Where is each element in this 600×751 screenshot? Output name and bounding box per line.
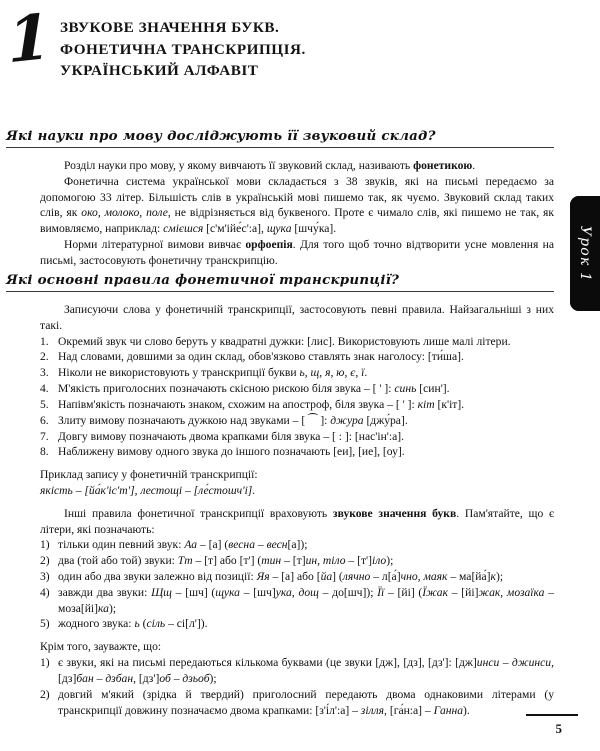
note-text: , [дз] — [58, 656, 554, 685]
note-text-end: ); — [209, 671, 217, 685]
letter-text: – [т] або [т'] ( — [192, 554, 262, 568]
letter-text: два (той або той) звуки: — [58, 554, 178, 568]
transcription-shchuka: [шчу́ка]. — [291, 222, 337, 236]
letter-text: – ма[йа́] — [447, 570, 491, 583]
letter-example: ин, тіло — [305, 554, 346, 568]
section-1-body — [40, 158, 554, 269]
letter-text: – [т] — [281, 554, 306, 568]
rule-item — [40, 444, 554, 460]
rule-marker: 3. — [40, 366, 49, 380]
letter-example: к — [490, 570, 496, 583]
title-line-3: УКРАЇНСЬКИЙ АЛФАВІТ — [60, 62, 259, 80]
lesson-number: 1 — [6, 0, 50, 78]
rule-example: кіт — [417, 397, 435, 411]
footer-rule — [526, 714, 578, 716]
letter-transcription: йа — [320, 570, 333, 583]
letter-example: чно, маяк — [400, 570, 448, 583]
notes-lead — [40, 639, 554, 655]
lesson-side-tab — [570, 196, 600, 311]
title-line-1: ЗВУКОВЕ ЗНАЧЕННЯ БУКВ. — [60, 19, 280, 36]
rule-text: Над словами, довшими за один склад, обов'язково ставлять знак наголосу: [ти́ша]. — [58, 350, 464, 364]
rule-item — [40, 429, 554, 445]
note-example: Ганна — [433, 703, 464, 717]
rule-text: Злиту вимову позначають дужкою над звуками – [ ⁀ ]: — [58, 413, 331, 427]
para-text: Розділ науки про мову, у якому вивчають її звуковий склад, називають — [64, 159, 414, 172]
rule-marker: 7. — [40, 429, 49, 443]
spacer — [40, 632, 554, 639]
letter-glyph: Аа — [184, 538, 198, 552]
rule-item — [40, 413, 554, 429]
title-line-2: ФОНЕТИЧНА ТРАНСКРИПЦІЯ. — [60, 40, 306, 58]
letter-item — [40, 616, 554, 632]
page-footer — [518, 714, 578, 737]
note-example: об – дзьоб — [159, 671, 210, 685]
letter-text: – [шч] — [239, 585, 276, 599]
letter-example: щука — [215, 585, 240, 599]
letter-text: один або два звуки залежно від позиції: — [58, 570, 257, 583]
letter-text: тільки один певний звук: — [58, 538, 185, 552]
letter-example: лячно — [342, 570, 371, 583]
note-text: є звуки, які на письмі передаються кількома буквами (це звуки [дж], [дз], [дз']: [дж] — [58, 656, 477, 670]
letter-marker: 5) — [40, 617, 50, 631]
letter-text: жодного звука: — [58, 617, 135, 631]
note-example: зілля — [360, 703, 385, 717]
para-text-end: . Для того щоб точно відтворити усне мовлення на письмі, застосовують фонетичну транскрипцію. — [40, 238, 554, 267]
transcription-smiieshsia: [с'м'ійе́с':а], — [203, 222, 267, 236]
rule-item — [40, 365, 554, 381]
rule-text: Окремий звук чи слово беруть у квадратні дужки: [лис]. Використовують лише малі літери. — [58, 334, 511, 348]
paragraph-letters-lead — [40, 506, 554, 538]
letter-example: ука, дощ — [275, 585, 319, 599]
rule-marker: 8. — [40, 445, 49, 459]
letter-text: ( — [139, 617, 147, 631]
rule-marker: 6. — [40, 413, 49, 427]
letter-glyph: Її — [377, 585, 385, 599]
letter-text: – [йі] ( — [384, 585, 423, 599]
letter-text: – моза[йі] — [58, 585, 554, 615]
para-text-end: . Пам'ятайте, що є літери, які позначають: — [40, 506, 554, 536]
rule-letters: ь, щ, я, ю, є, ї — [299, 366, 365, 380]
lesson-header — [0, 0, 560, 82]
paragraph-intro — [40, 302, 554, 334]
para-text: Записуючи слова у фонетичній транскрипції, застосовують певні правила. Найзагальніші з них такі. — [40, 303, 554, 332]
rule-example: джура — [330, 413, 364, 427]
letter-item — [40, 537, 554, 553]
letter-text: – [а] ( — [197, 538, 229, 552]
term-zvukove-znachennia: звукове значення букв — [332, 506, 457, 520]
page-title — [56, 8, 560, 82]
note-marker: 2) — [40, 687, 50, 701]
note-text: , [дз'] — [133, 671, 160, 685]
section-heading-2 — [6, 272, 554, 292]
letter-text-end: ); — [108, 601, 117, 615]
notes-lead-text: Крім того, зауважте, що: — [40, 640, 162, 654]
section-heading-1-text: Які науки про мову досліджують її звуковий склад? — [6, 128, 436, 144]
letter-text: – [йі] — [448, 585, 479, 599]
rule-text: Напівм'якість позначають знаком, схожим на апостроф, біля звука – [ ' ]: — [58, 397, 418, 411]
rule-text-end: [джу́ра]. — [363, 413, 408, 427]
section-heading-1 — [6, 128, 554, 148]
letter-item — [40, 553, 554, 569]
rule-item — [40, 334, 554, 350]
letter-example: тин — [261, 554, 282, 568]
letter-text-end: [а]); — [287, 538, 308, 552]
letter-glyph: ь — [134, 617, 140, 631]
letter-text-end: ); — [495, 570, 504, 583]
letter-marker: 3) — [40, 570, 50, 583]
letter-example: сіль — [146, 617, 166, 631]
rule-text: М'якість приголосних позначають скісною рискою біля звука – [ ' ]: — [58, 382, 395, 396]
spacer — [40, 499, 554, 506]
example-line — [40, 483, 554, 499]
note-text-end: ). — [463, 703, 470, 717]
term-orfoepiia: орфоепія — [245, 238, 293, 252]
letter-marker: 1) — [40, 538, 50, 552]
page-number: 5 — [555, 721, 562, 736]
note-item — [40, 687, 554, 719]
para-text: Норми літературної вимови вивчає — [64, 238, 246, 252]
para-text: Інші правила фонетичної транскрипції враховують — [64, 506, 333, 520]
letter-example: жак, мозаїка — [478, 585, 545, 599]
rule-marker: 4. — [40, 382, 49, 396]
letter-example: Їжак — [422, 585, 449, 599]
side-tab-label: Урок 1 — [577, 225, 593, 282]
letter-example: ка — [98, 601, 109, 615]
letter-text: завжди два звуки: — [58, 585, 152, 599]
letter-item — [40, 585, 554, 617]
example-lead — [40, 467, 554, 483]
example-words: око, молоко, поле — [81, 206, 168, 220]
letter-text: – [т'] — [345, 554, 372, 568]
rule-marker: 2. — [40, 350, 49, 364]
rule-item — [40, 381, 554, 397]
letter-text: – до[шч]); — [318, 585, 378, 599]
letter-glyph: Тт — [177, 554, 193, 568]
note-item — [40, 655, 554, 687]
note-text: , [га́н:а] – — [384, 703, 434, 717]
paragraph-fonetyka — [40, 158, 554, 174]
rule-text: Наближену вимову одного звука до іншого позначають [еи], [ие], [оу]. — [58, 445, 405, 459]
letter-glyph: Яя — [256, 570, 270, 583]
section-heading-1-rule — [6, 147, 554, 148]
rule-text-end: [син']. — [416, 382, 450, 396]
rule-example: синь — [394, 382, 417, 396]
rule-item — [40, 349, 554, 365]
letter-text: – [а] або [ — [269, 570, 321, 583]
para-text: Фонетична система української мови складається з 38 звуків, які на письмі передаємо за допомогою 33 літер. Більшість слів в українській мові пишемо так, як чуємо. Звуковий склад таких слів, як — [40, 174, 554, 220]
example-lead-text: Приклад запису у фонетичній транскрипції: — [40, 468, 258, 482]
letter-marker: 4) — [40, 585, 50, 599]
rule-text: Ніколи не використовують у транскрипції букви — [58, 366, 300, 380]
paragraph-system — [40, 174, 554, 237]
section-heading-2-text: Які основні правила фонетичної транскрипції? — [6, 272, 400, 288]
para-text-end: . — [472, 159, 476, 172]
letter-text: – л[а́] — [370, 570, 401, 583]
letter-example: весна – весн — [228, 538, 288, 552]
note-marker: 1) — [40, 656, 50, 670]
letter-text: – [шч] ( — [171, 585, 216, 599]
note-example: инси – джинси — [476, 656, 552, 670]
letter-example: іло — [372, 554, 387, 568]
note-example: бан – дзбан — [76, 671, 134, 685]
rule-text-end: . — [364, 366, 368, 380]
letter-text: – сі[л'] — [165, 617, 201, 631]
example-transcriptions: якість – [йа́к'іс'т'], лестощі – [ле́стошч'і]. — [40, 483, 256, 497]
rule-marker: 1. — [40, 334, 49, 348]
letter-item — [40, 569, 554, 585]
note-text: довгий м'який (зрідка й твердий) приголосний передають двома однаковими літерами (у транскрипції довжину позначаємо двома крапками: [з'і́л':а] – — [58, 687, 554, 717]
spacer — [40, 460, 554, 467]
rule-item — [40, 397, 554, 413]
para-text: , не відрізняється від буквеного. Проте є чимало слів, які пишемо не так, як вимовляємо, наприклад: — [40, 206, 554, 236]
term-fonetyka: фонетикою — [413, 159, 473, 172]
letter-glyph: Щщ — [151, 585, 172, 599]
letter-marker: 2) — [40, 554, 50, 568]
letter-text-end: ); — [386, 554, 394, 568]
letter-text-end: ). — [200, 617, 208, 631]
section-heading-2-rule — [6, 291, 554, 292]
paragraph-orfoepiia — [40, 237, 554, 269]
example-word-smiieshsia: смієшся — [163, 222, 204, 236]
rule-marker: 5. — [40, 397, 49, 411]
rule-text: Довгу вимову позначають двома крапками біля звука – [ : ]: [нас'ін':а]. — [58, 429, 404, 443]
example-word-shchuka: щука — [266, 222, 292, 236]
letter-text: ] ( — [332, 570, 343, 583]
section-2-body — [40, 302, 554, 718]
rule-text-end: [к'іт]. — [434, 397, 465, 411]
